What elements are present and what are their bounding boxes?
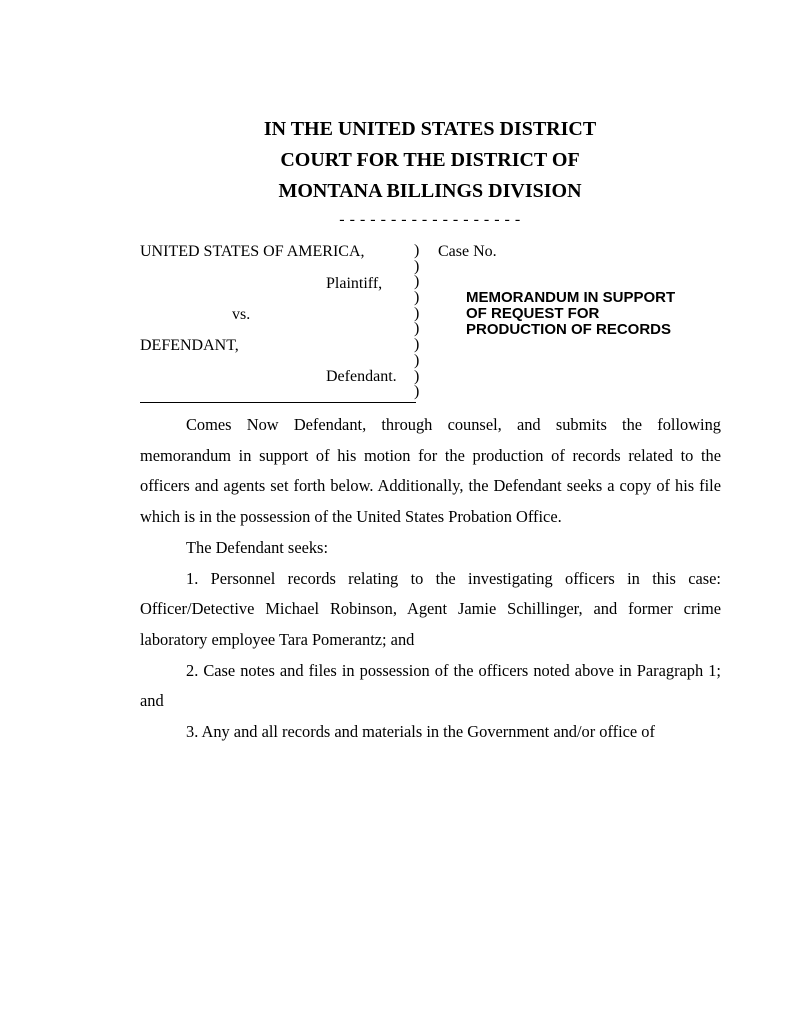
plaintiff-role: Plaintiff, [326,275,383,292]
request-item-3: 3. Any and all records and materials in the Government and/or office of [186,722,655,742]
case-number-label: Case No. [438,243,497,260]
request-item-2: 2. Case notes and files in possession of the officers noted above in Paragraph 1; and [140,660,721,711]
caption-parenthesis: ) [414,336,420,354]
caption-parenthesis: ) [414,320,420,338]
seeks-paragraph: The Defendant seeks: [186,537,328,557]
memorandum-body [140,410,721,748]
request-item-1: 1. Personnel records relating to the investigating officers in this case: Officer/Detective Michael Robinson, Agent Jamie Schillinger, and former crime laboratory employee Tara Pomerantz; and [140,568,721,649]
caption-parenthesis: ) [414,351,420,369]
caption-parenthesis: ) [414,273,420,291]
court-heading-line-2: COURT FOR THE DISTRICT OF [280,149,580,171]
versus-label: vs. [232,306,251,323]
court-heading-line-3: MONTANA BILLINGS DIVISION [278,180,582,202]
caption-parenthesis: ) [414,304,420,322]
intro-paragraph: Comes Now Defendant, through counsel, and submits the following memorandum in support of his motion for the production of records related to the officers and agents set forth below. Additionally, the Defendant seeks a copy of his file which is in the possession of the United States Probation Office. [140,415,721,527]
document-title-line-2: OF REQUEST FOR [466,305,600,322]
caption-parenthesis: ) [414,383,420,401]
plaintiff-name: UNITED STATES OF AMERICA, [140,243,365,260]
court-heading [140,114,720,207]
caption-parenthesis: ) [414,257,420,275]
defendant-name: DEFENDANT, [140,337,239,354]
caption-parenthesis: ) [414,289,420,307]
document-title-line-3: PRODUCTION OF RECORDS [466,321,672,338]
caption-parenthesis-column [414,243,428,400]
defendant-role: Defendant. [326,368,397,385]
heading-separator: - - - - - - - - - - - - - - - - - - [339,211,521,228]
caption-parenthesis: ) [414,242,420,259]
caption-underline [140,402,416,403]
document-title [466,290,675,338]
caption-parenthesis: ) [414,367,420,385]
document-title-line-1: MEMORANDUM IN SUPPORT [466,289,676,306]
court-heading-line-1: IN THE UNITED STATES DISTRICT [263,118,597,140]
